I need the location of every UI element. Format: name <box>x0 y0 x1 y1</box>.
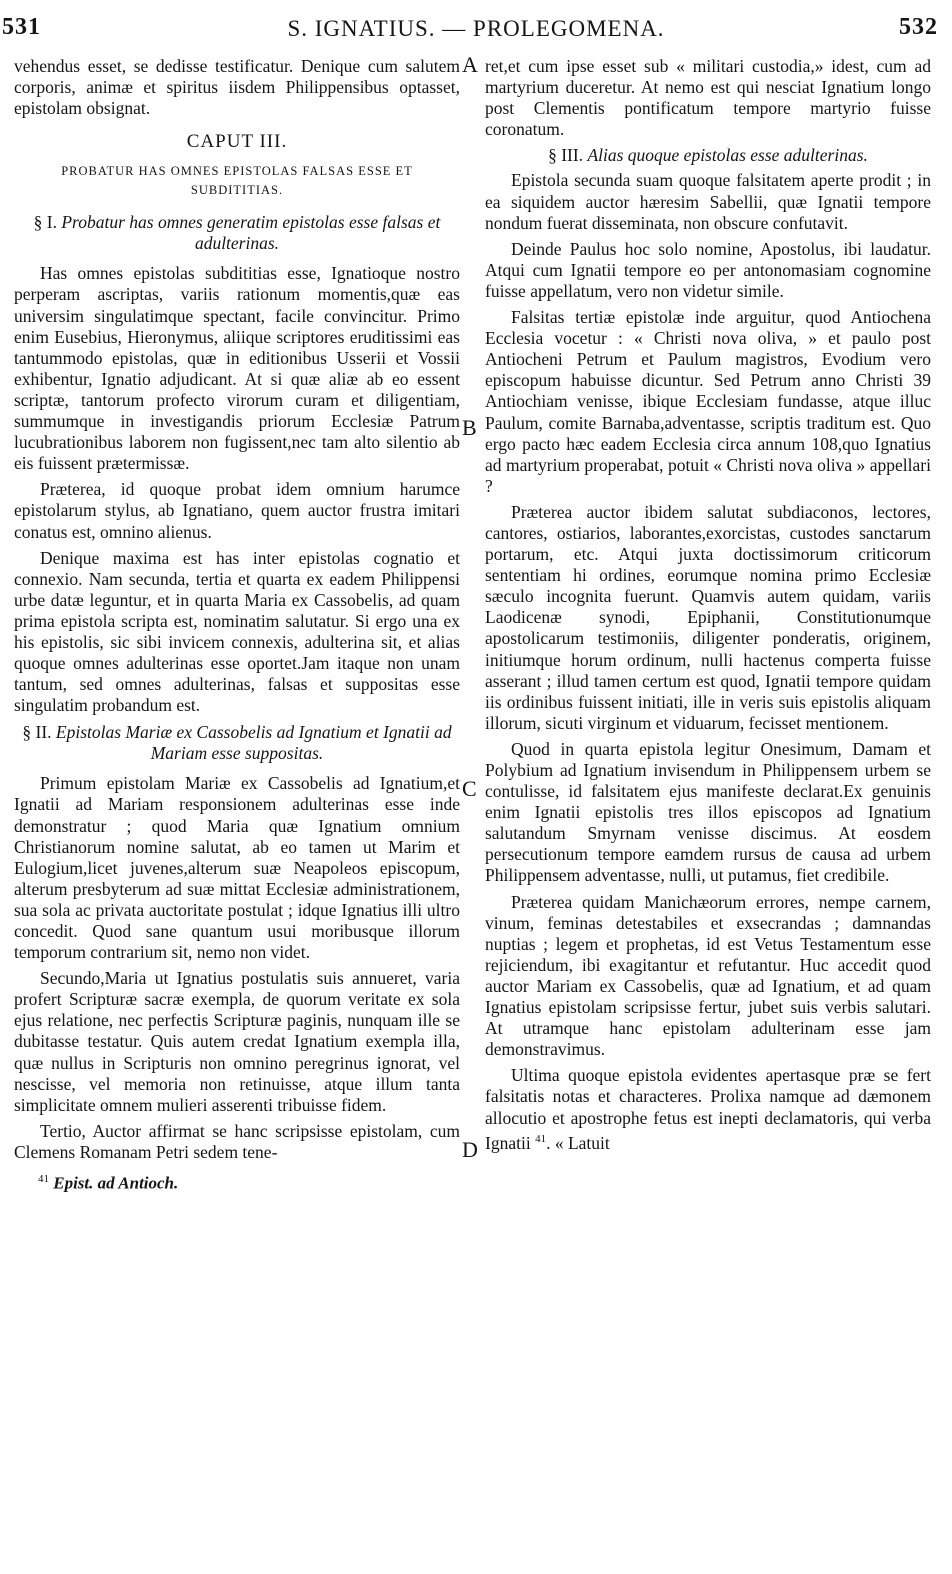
margin-letter-c: C <box>462 776 477 801</box>
footnote <box>14 1169 460 1194</box>
section-number: § II. <box>22 722 52 743</box>
page-number-right: 532 <box>899 14 938 40</box>
paragraph: Deinde Paulus hoc solo nomine, Apostolus, ibi laudatur. Atqui cum Ignatii tempore eo per antonomasiam cognomine fuisse appellatum, vero non videtur simile. <box>485 238 931 301</box>
section-title: Alias quoque epistolas esse adulterinas. <box>587 145 868 166</box>
page-number-left: 531 <box>2 14 41 40</box>
paragraph: Præterea, id quoque probat idem omnium harumce epistolarum stylus, ab Ignatiano, quem auctor frustra imitari conatus est, omnino alienus. <box>14 479 460 542</box>
running-title: S. IGNATIUS. — PROLEGOMENA. <box>287 16 665 41</box>
paragraph: Primum epistolam Mariæ ex Cassobelis ad Ignatium,et Ignatii ad Mariam responsionem adulterinas esse inde demonstratur ; quod Maria quæ Ignatium omnium Christianorum nomine salutat, ab eo tamen ut Marim et Eulogium,licet juvenes,alterum suæ Neapoleos episcopum, alterum presbyterum ad suæ mittat Ecclesiæ administrationem, sua sola ac privata auctoritate postulat ; idque Ignatius illi ultro concedit. Quod sane quantum usui moribusque illorum temporum contrarium sit, nemo non videt. <box>14 773 460 963</box>
paragraph: Has omnes epistolas subdititias esse, Ignatioque nostro perperam ascriptas, variis rationum momentis,quæ eas universim singulatimque spectant, facile convincitur. Primo enim Eusebius, Hieronymus, aliique scriptores eruditissimi eas tantummodo epistolas, quæ in editionibus Usserii et Vossii exhibentur, Ignatio adjudicant. At si quæ aliæ ab eo essent scriptæ, tantorum profecto virorum curam et diligentiam, summumque in investigandis priorum Ecclesiæ Patrum lucubrationibus laborem non fugissent,nec tam alto silentio ab eis fuissent prætermissæ. <box>14 263 460 474</box>
chapter-heading: CAPUT III. <box>186 131 288 153</box>
section-heading-3 <box>485 145 931 166</box>
paragraph: Tertio, Auctor affirmat se hanc scripsisse epistolam, cum Clemens Romanam Petri sedem tene- <box>14 1120 460 1162</box>
left-column <box>14 56 460 1194</box>
paragraph: Epistola secunda suam quoque falsitatem aperte prodit ; in ea siquidem auctor hæresim Sabellii, quæ Ignatii tempore nondum fuerat disseminata, non obscure confutavit. <box>485 170 931 233</box>
paragraph: Præterea quidam Manichæorum errores, nempe carnem, vinum, feminas detestabiles et exsecrandas ; damnandas nuptias ; legem et prophetas, id est Vetus Testamentum esse rejiciendum, ibi exagitantur et refutantur. Huc accedit quod auctor Mariam ex Cassobelis, quæ ad Ignatium, et ad quam Ignatius epistolam scripsisse fertur, jubet suis verbis salutari. At utramque hanc epistolam adulterinam esse jam demonstravimus. <box>485 891 931 1060</box>
footnote-marker: 41 <box>535 1132 547 1145</box>
paragraph: Falsitas tertiæ epistolæ inde arguitur, quod Antiochena Ecclesia vocetur : « Christi nova oliva, » et paulo post Antiocheni Petrum et Paulum magistros, Evodium vero episcopum habuisse dicuntur. Sed Petrum anno Christi 39 Antiochiam venisse, ibique Ecclesiam fundasse, atque illuc Paulum, comite Barnaba,adventasse, scriptis traditum est. Quo ergo pacto hæc eadem Ecclesia circa annum 108,quo Ignatius ad martyrium properabat, potuit « Christi nova oliva » appellari ? <box>485 307 931 496</box>
margin-letter-a: A <box>462 52 478 77</box>
section-title: Epistolas Mariæ ex Cassobelis ad Ignatium et Ignatii ad Mariam esse suppositas. <box>55 722 452 764</box>
running-header <box>0 14 952 48</box>
margin-letter-d: D <box>462 1137 478 1162</box>
paragraph: vehendus esset, se dedisse testificatur. Denique cum salutem corporis, animæ et spiritus iisdem Philippensibus optasset, epistolam obsignat. <box>14 56 460 119</box>
paragraph: Denique maxima est has inter epistolas cognatio et connexio. Nam secunda, tertia et quarta ex eadem Philippensi urbe datæ leguntur, et in quarta Maria ex Cassobelis, ad quam prima epistola scripta est, nominatim salutatur. Si ergo una ex his epistolis, sic sibi invicem connexis, adulterina sit, et alias quoque omnes adulterinas esse oportet.Jam itaque non unam tantum, sed omnes adulterinas, falsas et suppositas esse singulatim probandum est. <box>14 547 460 716</box>
footnote-reference: Epist. ad Antioch. <box>53 1173 179 1193</box>
section-title: Probatur has omnes generatim epistolas esse falsas et adulterinas. <box>61 212 441 254</box>
chapter-subtitle: PROBATUR HAS OMNES EPISTOLAS FALSAS ESSE ET SUBDITITIAS. <box>61 164 413 198</box>
section-heading-2 <box>14 722 460 764</box>
right-column <box>485 56 931 1159</box>
footnote-number: 41 <box>38 1173 49 1186</box>
paragraph: Quod in quarta epistola legitur Onesimum, Damam et Polybium ad Ignatium invisendum in Philippensem urbem se contulisse, id falsitatem ejus manifeste declarat.Ex genuinis enim Ignatii epistolis tres illos episcopos ad Ignatium salutandum Smyrnam venisse discimus. At eosdem persecutionum tempore eamdem rursus de causa ad urbem Philippensem adventasse, nulli, ut putamus, fiet credibile. <box>485 738 931 886</box>
paragraph <box>485 1065 931 1153</box>
paragraph-text-tail: . « Latuit <box>546 1132 610 1153</box>
paragraph: Secundo,Maria ut Ignatius postulatis suis annueret, varia profert Scripturæ sacræ exempla, de quorum veritate ex sola ejus relatione, nec perfectis Scripturæ paginis, nunquam ille se dubitasse testatur. Quis autem credat Ignatium exempla illa, quæ nullus in Scripturis non omnino peregrinus ignorat, vel nescisse, vel memoria non retinuisse, atque illum tanta simplicitate omnem mulieri asserenti tribuisse fidem. <box>14 968 460 1115</box>
margin-letter-b: B <box>462 415 477 440</box>
section-number: § I. <box>33 212 57 233</box>
section-heading-1 <box>14 212 460 254</box>
paragraph: Præterea auctor ibidem salutat subdiaconos, lectores, cantores, ostiarios, laborantes,exorcistas, custodes sanctarum portarum, etc. Atqui juxta doctissimorum criticorum sententiam hi ordines, eorumque nomina primo Ecclesiæ sæculo incognita fuerunt. Quamvis autem quidam, variis Laodicenæ synodi, Epiphanii, Constitutionumque apostolicarum testimoniis, diligenter ponderatis, originem, initiumque horum ordinum, nulli hactenus comperta fuisse asserant ; illud tamen certum est quod, Ignatii tempore quidam iis ordinibus fuissent initiati, ille in veris suis epistolis aliquam illorum, sicuti virginum et viduarum, fecisset mentionem. <box>485 501 931 733</box>
section-number: § III. <box>548 145 584 166</box>
paragraph-text: Ultima quoque epistola evidentes apertasque præ se fert falsitatis notas et characteres. Prolixa namque ad dæmonem allocutio et apostrophe fetus est inepti declamatoris, qui verba Ignatii <box>485 1065 931 1153</box>
paragraph: ret,et cum ipse esset sub « militari custodia,» idest, cum ad martyrium duceretur. At nemo est qui nesciat Ignatium longo post Clementis pontificatum tempore martyrio fuisse coronatum. <box>485 56 931 140</box>
